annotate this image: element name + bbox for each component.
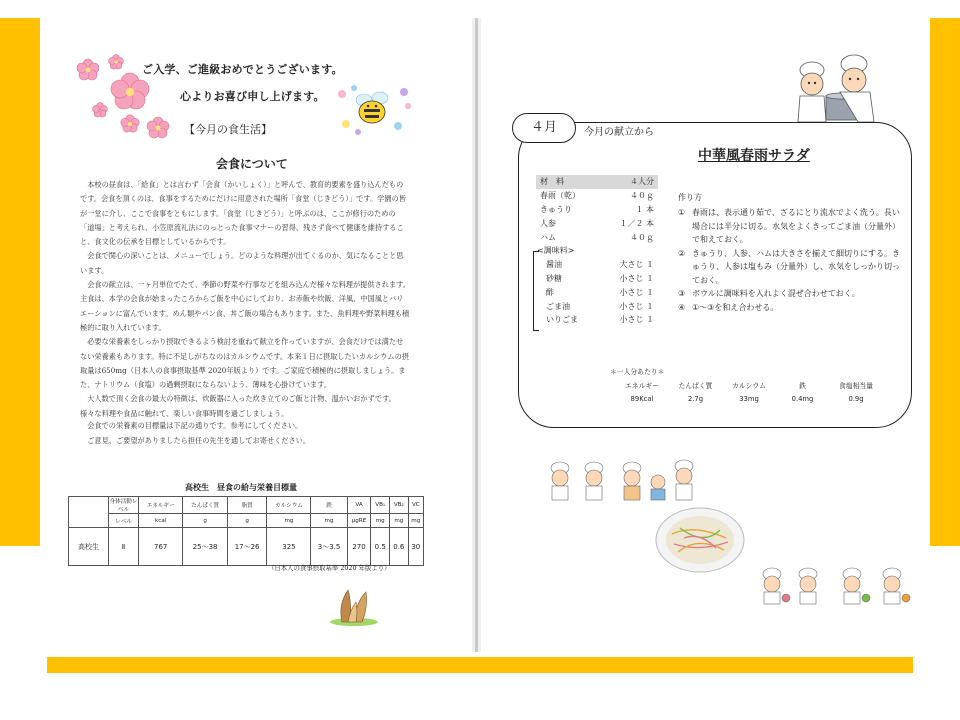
method-step xyxy=(678,206,900,247)
method-steps xyxy=(678,206,900,314)
method-step xyxy=(678,287,900,301)
nutrition-value: 2.7g xyxy=(687,395,704,403)
ingredient-row xyxy=(536,203,658,217)
seasoning-row xyxy=(536,285,658,299)
table-header: カルシウム xyxy=(267,497,311,514)
step-number: ② xyxy=(678,248,686,258)
monthly-heading: 【今月の食生活】 xyxy=(184,123,272,136)
table-cell: 270 xyxy=(347,528,371,566)
ingredient-list xyxy=(536,175,658,327)
ingredient-row xyxy=(536,230,658,244)
note: ご意見、ご要望がありましたら担任の先生を通してお寄せください。 xyxy=(87,435,311,445)
table-header: 鉄 xyxy=(311,497,347,514)
seasoning-amount: 小さじ １ xyxy=(619,287,654,297)
ingredient-header-servings: ４人分 xyxy=(630,177,654,187)
seasoning-amount: 大さじ １ xyxy=(619,260,654,270)
table-header: VA xyxy=(347,497,371,514)
ingredient-amount: １ 本 xyxy=(635,204,654,214)
step-text: ボウルに調味料を入れよく混ぜ合わせておく。 xyxy=(692,289,860,298)
kids-with-food-illustration-icon xyxy=(756,566,912,606)
seasoning-bracket xyxy=(533,251,539,331)
nutrition-labels xyxy=(618,380,880,390)
table-header: エネルギー xyxy=(139,497,183,514)
table-header-row xyxy=(69,497,424,514)
body-text xyxy=(80,178,410,421)
ingredient-row xyxy=(536,216,658,230)
ingredient-amount: １／２ 本 xyxy=(619,218,654,228)
table-unit: mg xyxy=(408,514,423,528)
seasoning-amount: 小さじ １ xyxy=(619,301,654,311)
yellow-bottom-bar xyxy=(47,657,913,673)
nutrition-label: 鉄 xyxy=(799,382,806,390)
table-cell: Ⅱ xyxy=(109,528,139,566)
table-unit: mg xyxy=(390,514,409,528)
dish-title: 中華風春雨サラダ xyxy=(698,148,810,164)
ingredient-header-label: 材 料 xyxy=(540,177,564,187)
nutrition-value: 33mg xyxy=(739,395,759,403)
nutrition-value: 89Kcal xyxy=(630,395,654,403)
table-unit: mg xyxy=(311,514,347,528)
table-unit: kcal xyxy=(139,514,183,528)
bee-with-flowers-icon xyxy=(334,82,414,138)
paragraph: 本校の昼食は、「給食」とは言わず「会食（かいしょく）」と呼んで、教育的要素を盛り込んだものです。会食を頂くのは、食事をするためにだけに用意された場所「食堂（じきどう）」です。学園の皆が一堂に介し、ここで食事をともにします。「食堂（じきどう）」と呼ぶのは、ここが修行のための「道場」と考えられ、小笠原流礼法にのっとった食事マナーの習得、残さず食べて健康を維持すること、食文化の伝承を目標としているからです。 xyxy=(80,180,406,247)
seasoning-amount: 小さじ １ xyxy=(619,273,654,283)
table-cell: 767 xyxy=(139,528,183,566)
section-title: 会食について xyxy=(216,157,288,171)
note: 会食での栄養素の目標量は下記の通りです。参考にしてください。 xyxy=(87,421,303,430)
seasoning-row xyxy=(536,272,658,286)
table-title: 高校生 昼食の給与栄養目標量 xyxy=(185,483,297,492)
ingredient-name: きゅうり xyxy=(540,204,572,214)
seasoning-row xyxy=(536,299,658,313)
table-cell: 25〜38 xyxy=(183,528,227,566)
seasoning-name: 酢 xyxy=(546,287,554,297)
table-unit: μgRE xyxy=(347,514,371,528)
table-unit: g xyxy=(183,514,227,528)
seasoning-name: 砂糖 xyxy=(546,273,562,283)
nutrition-values xyxy=(618,395,880,403)
nutrition-value: 0.9g xyxy=(848,395,864,403)
ingredient-row xyxy=(536,189,658,203)
greeting-line-1: ご入学、ご進級おめでとうございます。 xyxy=(142,63,343,76)
table-unit: mg xyxy=(267,514,311,528)
paragraph: 必要な栄養素をしっかり摂取できるよう検討を重ねて献立を作っていますが、会食だけでは満たせない栄養素もあります。特に不足しがちなのはカルシウムです。本来１日に摂取したいカルシウムの摂取量は650mg（日本人の食事摂取基準 2020年版より）です。ご家庭で積極的に摂取しましょう。また、ナトリウム（食塩）の過剰摂取にならないよう、薄味を心掛けています。 xyxy=(80,337,409,390)
table-cell: 17〜26 xyxy=(227,528,267,566)
nutrition-target-table xyxy=(68,496,424,566)
table-header: VC xyxy=(408,497,423,514)
greeting-line-2: 心よりお喜び申し上げます。 xyxy=(180,90,325,103)
table-unit: mg xyxy=(371,514,390,528)
ingredient-name: 人参 xyxy=(540,218,556,228)
paragraph: 会食の献立は、一ヶ月単位でたて、季節の野菜や行事などを組み込んだ様々な料理が提供されます。主食は、本学の会食が始まったころからご飯を中心にしており、お赤飯や炊飯、洋風、中国風とバリエーションに富んでいます。めん類やパン食、丼ご飯の場合もあります。また、魚料理や野菜料理も積極的に取り入れています。 xyxy=(80,280,410,332)
seasoning-name: いりごま xyxy=(546,315,578,325)
page-spine xyxy=(475,18,478,652)
seasoning-name: 醤油 xyxy=(546,260,562,270)
seasoning-name: ごま油 xyxy=(546,301,570,311)
nutrition-label: 食塩相当量 xyxy=(839,382,873,390)
paragraph: 大人数で頂く会食の最大の特徴は、炊飯器に入った炊き立てのご飯と汁物、温かいおかずです。様々な料理や食品に触れて、楽しい食事時間を過ごしましょう。 xyxy=(80,394,396,418)
paragraph: 会食で関心の深いことは、メニューでしょう。どのような料理が出てくるのか、気になることと思います。 xyxy=(80,251,404,275)
month-badge: ４月 xyxy=(512,113,576,143)
table-unit-row xyxy=(69,514,424,528)
step-number: ③ xyxy=(678,289,686,298)
table-unit: レベル xyxy=(109,514,139,528)
table-header: VB₁ xyxy=(371,497,390,514)
table-cell: 3〜3.5 xyxy=(311,528,347,566)
step-text: きゅうり、人参、ハムは大きさを揃えて細切りにする。きゅうり、人参は塩もみ（分量外）し、水気をしっかり切っておく。 xyxy=(692,248,900,285)
step-text: ①〜③を和え合わせる。 xyxy=(692,302,779,312)
table-source: （日本人の食事摂取基準 2020 年版より） xyxy=(268,564,391,572)
chefs-illustration-icon xyxy=(788,50,884,126)
ingredient-name: 春雨（乾） xyxy=(540,191,580,201)
seasoning-row xyxy=(536,258,658,272)
table-header: 身体活動レベル xyxy=(109,497,139,514)
method-step xyxy=(678,301,900,315)
menu-heading: 今月の献立から xyxy=(584,123,656,138)
nutrition-value: 0.4mg xyxy=(791,395,814,403)
seasoning-label: <調味料> xyxy=(537,245,575,255)
seasoning-amount: 小さじ １ xyxy=(619,315,654,325)
bamboo-shoot-icon xyxy=(328,584,380,626)
step-text: 春雨は、表示通り茹で、ざるにとり流水でよく洗う。長い場合には半分に切る。水気をよくきってごま油（分量外）で和えておく。 xyxy=(692,208,900,244)
nutrition-label: カルシウム xyxy=(732,382,766,390)
table-unit: g xyxy=(227,514,267,528)
children-cooking-illustration-icon xyxy=(546,456,702,502)
nutrition-label: エネルギー xyxy=(625,382,659,390)
noodle-salad-plate-icon xyxy=(654,504,746,576)
table-header: たんぱく質 xyxy=(183,497,227,514)
table-cell: 325 xyxy=(267,528,311,566)
table-cell: 高校生 xyxy=(69,528,109,566)
table-cell xyxy=(69,497,109,528)
ingredient-name: ハム xyxy=(540,232,556,242)
method-label: 作り方 xyxy=(678,193,702,202)
table-cell: 0.5 xyxy=(371,528,390,566)
table-header: VB₂ xyxy=(390,497,409,514)
nutrition-label: たんぱく質 xyxy=(678,382,713,390)
seasoning-row xyxy=(536,313,658,327)
step-number: ④ xyxy=(678,302,686,312)
ingredient-amount: ４０ｇ xyxy=(630,191,654,201)
ingredient-header xyxy=(536,175,658,189)
method-step xyxy=(678,247,900,288)
table-cell: 0.6 xyxy=(390,528,409,566)
table-cell: 30 xyxy=(408,528,423,566)
table-row xyxy=(69,528,424,566)
ingredient-amount: ４０ｇ xyxy=(630,232,654,242)
notes xyxy=(80,419,410,448)
table-header: 脂質 xyxy=(227,497,267,514)
step-number: ① xyxy=(678,208,686,217)
per-person-label: ＊一人分あたり＊ xyxy=(610,368,665,376)
